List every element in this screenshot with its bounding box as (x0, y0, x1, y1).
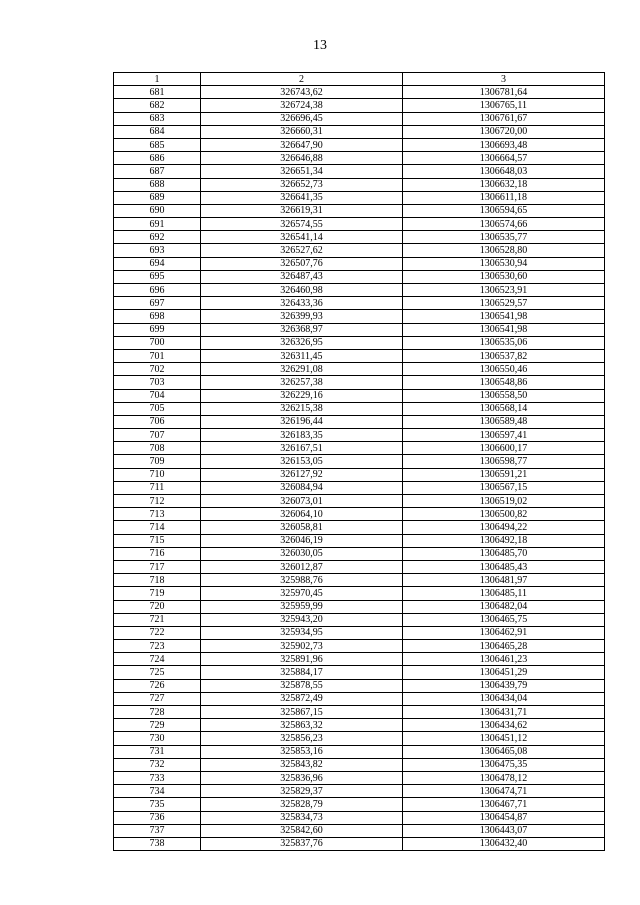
point-number-cell: 706 (114, 415, 201, 428)
x-coordinate-cell: 326507,76 (201, 257, 403, 270)
x-coordinate-cell: 326368,97 (201, 323, 403, 336)
x-coordinate-cell: 325863,32 (201, 719, 403, 732)
table-row (114, 495, 605, 508)
y-coordinate-cell: 1306529,57 (403, 297, 605, 310)
y-coordinate-cell: 1306481,97 (403, 574, 605, 587)
table-row (114, 560, 605, 573)
table-row (114, 442, 605, 455)
x-coordinate-cell: 326743,62 (201, 86, 403, 99)
point-number-cell: 721 (114, 613, 201, 626)
x-coordinate-cell: 325853,16 (201, 745, 403, 758)
x-coordinate-cell: 325836,96 (201, 771, 403, 784)
y-coordinate-cell: 1306492,18 (403, 534, 605, 547)
point-number-cell: 717 (114, 560, 201, 573)
point-number-cell: 703 (114, 376, 201, 389)
table-row (114, 270, 605, 283)
y-coordinate-cell: 1306485,43 (403, 560, 605, 573)
table-row (114, 152, 605, 165)
table-row (114, 125, 605, 138)
table-row (114, 138, 605, 151)
x-coordinate-cell: 326257,38 (201, 376, 403, 389)
x-coordinate-cell: 326433,36 (201, 297, 403, 310)
coordinates-table (113, 72, 605, 851)
y-coordinate-cell: 1306761,67 (403, 112, 605, 125)
table-row (114, 455, 605, 468)
y-coordinate-cell: 1306648,03 (403, 165, 605, 178)
table-row (114, 429, 605, 442)
x-coordinate-cell: 326153,05 (201, 455, 403, 468)
y-coordinate-cell: 1306567,15 (403, 481, 605, 494)
point-number-cell: 693 (114, 244, 201, 257)
y-coordinate-cell: 1306454,87 (403, 811, 605, 824)
point-number-cell: 697 (114, 297, 201, 310)
column-header-1: 1 (114, 73, 201, 86)
y-coordinate-cell: 1306461,23 (403, 653, 605, 666)
y-coordinate-cell: 1306598,77 (403, 455, 605, 468)
table-row (114, 244, 605, 257)
point-number-cell: 716 (114, 547, 201, 560)
y-coordinate-cell: 1306478,12 (403, 771, 605, 784)
x-coordinate-cell: 326724,38 (201, 99, 403, 112)
x-coordinate-cell: 326696,45 (201, 112, 403, 125)
point-number-cell: 711 (114, 481, 201, 494)
point-number-cell: 726 (114, 679, 201, 692)
point-number-cell: 729 (114, 719, 201, 732)
x-coordinate-cell: 325988,76 (201, 574, 403, 587)
y-coordinate-cell: 1306558,50 (403, 389, 605, 402)
table-row (114, 363, 605, 376)
x-coordinate-cell: 325884,17 (201, 666, 403, 679)
y-coordinate-cell: 1306597,41 (403, 429, 605, 442)
point-number-cell: 681 (114, 86, 201, 99)
point-number-cell: 688 (114, 178, 201, 191)
y-coordinate-cell: 1306434,62 (403, 719, 605, 732)
point-number-cell: 719 (114, 587, 201, 600)
table-row (114, 679, 605, 692)
x-coordinate-cell: 326527,62 (201, 244, 403, 257)
table-row (114, 732, 605, 745)
y-coordinate-cell: 1306550,46 (403, 363, 605, 376)
x-coordinate-cell: 325934,95 (201, 626, 403, 639)
x-coordinate-cell: 326058,81 (201, 521, 403, 534)
x-coordinate-cell: 325902,73 (201, 640, 403, 653)
y-coordinate-cell: 1306528,80 (403, 244, 605, 257)
point-number-cell: 698 (114, 310, 201, 323)
y-coordinate-cell: 1306494,22 (403, 521, 605, 534)
x-coordinate-cell: 325872,49 (201, 692, 403, 705)
x-coordinate-cell: 325828,79 (201, 798, 403, 811)
x-coordinate-cell: 326167,51 (201, 442, 403, 455)
y-coordinate-cell: 1306693,48 (403, 138, 605, 151)
table-row (114, 323, 605, 336)
y-coordinate-cell: 1306500,82 (403, 508, 605, 521)
x-coordinate-cell: 326196,44 (201, 415, 403, 428)
y-coordinate-cell: 1306600,17 (403, 442, 605, 455)
point-number-cell: 714 (114, 521, 201, 534)
point-number-cell: 691 (114, 218, 201, 231)
point-number-cell: 695 (114, 270, 201, 283)
y-coordinate-cell: 1306664,57 (403, 152, 605, 165)
x-coordinate-cell: 326311,45 (201, 349, 403, 362)
table-row (114, 745, 605, 758)
table-row (114, 758, 605, 771)
x-coordinate-cell: 325834,73 (201, 811, 403, 824)
table-row (114, 218, 605, 231)
table-row (114, 811, 605, 824)
x-coordinate-cell: 326652,73 (201, 178, 403, 191)
point-number-cell: 732 (114, 758, 201, 771)
x-coordinate-cell: 326641,35 (201, 191, 403, 204)
x-coordinate-cell: 326215,38 (201, 402, 403, 415)
table-row (114, 626, 605, 639)
table-row (114, 666, 605, 679)
y-coordinate-cell: 1306434,04 (403, 692, 605, 705)
x-coordinate-cell: 326487,43 (201, 270, 403, 283)
table-row (114, 112, 605, 125)
point-number-cell: 708 (114, 442, 201, 455)
point-number-cell: 727 (114, 692, 201, 705)
point-number-cell: 709 (114, 455, 201, 468)
point-number-cell: 684 (114, 125, 201, 138)
point-number-cell: 733 (114, 771, 201, 784)
point-number-cell: 723 (114, 640, 201, 653)
y-coordinate-cell: 1306485,70 (403, 547, 605, 560)
point-number-cell: 713 (114, 508, 201, 521)
point-number-cell: 738 (114, 837, 201, 850)
table-body (114, 86, 605, 851)
y-coordinate-cell: 1306432,40 (403, 837, 605, 850)
y-coordinate-cell: 1306535,77 (403, 231, 605, 244)
point-number-cell: 712 (114, 495, 201, 508)
point-number-cell: 701 (114, 349, 201, 362)
point-number-cell: 736 (114, 811, 201, 824)
table-row (114, 706, 605, 719)
x-coordinate-cell: 326647,90 (201, 138, 403, 151)
y-coordinate-cell: 1306632,18 (403, 178, 605, 191)
x-coordinate-cell: 326084,94 (201, 481, 403, 494)
y-coordinate-cell: 1306530,60 (403, 270, 605, 283)
point-number-cell: 722 (114, 626, 201, 639)
y-coordinate-cell: 1306591,21 (403, 468, 605, 481)
x-coordinate-cell: 326229,16 (201, 389, 403, 402)
x-coordinate-cell: 326574,55 (201, 218, 403, 231)
point-number-cell: 720 (114, 600, 201, 613)
table-row (114, 284, 605, 297)
table-row (114, 415, 605, 428)
x-coordinate-cell: 325891,96 (201, 653, 403, 666)
y-coordinate-cell: 1306781,64 (403, 86, 605, 99)
x-coordinate-cell: 326183,35 (201, 429, 403, 442)
table-row (114, 613, 605, 626)
x-coordinate-cell: 325867,15 (201, 706, 403, 719)
x-coordinate-cell: 325856,23 (201, 732, 403, 745)
point-number-cell: 699 (114, 323, 201, 336)
x-coordinate-cell: 326460,98 (201, 284, 403, 297)
table-row (114, 574, 605, 587)
y-coordinate-cell: 1306462,91 (403, 626, 605, 639)
point-number-cell: 685 (114, 138, 201, 151)
table-row (114, 376, 605, 389)
x-coordinate-cell: 325843,82 (201, 758, 403, 771)
x-coordinate-cell: 326619,31 (201, 204, 403, 217)
table-row (114, 86, 605, 99)
y-coordinate-cell: 1306541,98 (403, 323, 605, 336)
table-row (114, 837, 605, 850)
point-number-cell: 700 (114, 336, 201, 349)
point-number-cell: 737 (114, 824, 201, 837)
table-header-row (114, 73, 605, 86)
y-coordinate-cell: 1306535,06 (403, 336, 605, 349)
table-row (114, 99, 605, 112)
y-coordinate-cell: 1306439,79 (403, 679, 605, 692)
x-coordinate-cell: 325837,76 (201, 837, 403, 850)
x-coordinate-cell: 326646,88 (201, 152, 403, 165)
table-row (114, 349, 605, 362)
point-number-cell: 715 (114, 534, 201, 547)
table-row (114, 204, 605, 217)
point-number-cell: 689 (114, 191, 201, 204)
table-row (114, 191, 605, 204)
y-coordinate-cell: 1306548,86 (403, 376, 605, 389)
table-row (114, 231, 605, 244)
point-number-cell: 710 (114, 468, 201, 481)
table-row (114, 402, 605, 415)
x-coordinate-cell: 326399,93 (201, 310, 403, 323)
table-row (114, 257, 605, 270)
point-number-cell: 686 (114, 152, 201, 165)
table-row (114, 771, 605, 784)
y-coordinate-cell: 1306465,75 (403, 613, 605, 626)
y-coordinate-cell: 1306568,14 (403, 402, 605, 415)
table-row (114, 653, 605, 666)
table-row (114, 165, 605, 178)
y-coordinate-cell: 1306541,98 (403, 310, 605, 323)
table-row (114, 798, 605, 811)
x-coordinate-cell: 326291,08 (201, 363, 403, 376)
y-coordinate-cell: 1306720,00 (403, 125, 605, 138)
point-number-cell: 707 (114, 429, 201, 442)
y-coordinate-cell: 1306443,07 (403, 824, 605, 837)
x-coordinate-cell: 326326,95 (201, 336, 403, 349)
x-coordinate-cell: 326064,10 (201, 508, 403, 521)
table-row (114, 547, 605, 560)
x-coordinate-cell: 326030,05 (201, 547, 403, 560)
column-header-3: 3 (403, 73, 605, 86)
table-row (114, 468, 605, 481)
y-coordinate-cell: 1306451,29 (403, 666, 605, 679)
y-coordinate-cell: 1306465,08 (403, 745, 605, 758)
x-coordinate-cell: 326541,14 (201, 231, 403, 244)
y-coordinate-cell: 1306611,18 (403, 191, 605, 204)
point-number-cell: 692 (114, 231, 201, 244)
point-number-cell: 705 (114, 402, 201, 415)
table-row (114, 336, 605, 349)
x-coordinate-cell: 326651,34 (201, 165, 403, 178)
point-number-cell: 690 (114, 204, 201, 217)
x-coordinate-cell: 325970,45 (201, 587, 403, 600)
y-coordinate-cell: 1306475,35 (403, 758, 605, 771)
y-coordinate-cell: 1306485,11 (403, 587, 605, 600)
y-coordinate-cell: 1306574,66 (403, 218, 605, 231)
table-row (114, 824, 605, 837)
table-row (114, 310, 605, 323)
point-number-cell: 728 (114, 706, 201, 719)
x-coordinate-cell: 326660,31 (201, 125, 403, 138)
x-coordinate-cell: 326127,92 (201, 468, 403, 481)
table-row (114, 534, 605, 547)
y-coordinate-cell: 1306519,02 (403, 495, 605, 508)
y-coordinate-cell: 1306451,12 (403, 732, 605, 745)
table-row (114, 692, 605, 705)
column-header-2: 2 (201, 73, 403, 86)
x-coordinate-cell: 325842,60 (201, 824, 403, 837)
y-coordinate-cell: 1306474,71 (403, 785, 605, 798)
x-coordinate-cell: 325959,99 (201, 600, 403, 613)
point-number-cell: 724 (114, 653, 201, 666)
point-number-cell: 730 (114, 732, 201, 745)
page-number: 13 (313, 38, 327, 53)
x-coordinate-cell: 326073,01 (201, 495, 403, 508)
point-number-cell: 687 (114, 165, 201, 178)
table-row (114, 178, 605, 191)
point-number-cell: 682 (114, 99, 201, 112)
y-coordinate-cell: 1306482,04 (403, 600, 605, 613)
table-row (114, 481, 605, 494)
point-number-cell: 725 (114, 666, 201, 679)
x-coordinate-cell: 325878,55 (201, 679, 403, 692)
table-row (114, 297, 605, 310)
table-row (114, 785, 605, 798)
point-number-cell: 702 (114, 363, 201, 376)
point-number-cell: 718 (114, 574, 201, 587)
y-coordinate-cell: 1306523,91 (403, 284, 605, 297)
table-row (114, 600, 605, 613)
point-number-cell: 731 (114, 745, 201, 758)
y-coordinate-cell: 1306589,48 (403, 415, 605, 428)
x-coordinate-cell: 325943,20 (201, 613, 403, 626)
table-row (114, 587, 605, 600)
x-coordinate-cell: 326012,87 (201, 560, 403, 573)
y-coordinate-cell: 1306431,71 (403, 706, 605, 719)
x-coordinate-cell: 325829,37 (201, 785, 403, 798)
y-coordinate-cell: 1306765,11 (403, 99, 605, 112)
table-row (114, 719, 605, 732)
table-row (114, 389, 605, 402)
x-coordinate-cell: 326046,19 (201, 534, 403, 547)
point-number-cell: 694 (114, 257, 201, 270)
y-coordinate-cell: 1306465,28 (403, 640, 605, 653)
table-row (114, 521, 605, 534)
y-coordinate-cell: 1306537,82 (403, 349, 605, 362)
point-number-cell: 704 (114, 389, 201, 402)
y-coordinate-cell: 1306530,94 (403, 257, 605, 270)
point-number-cell: 734 (114, 785, 201, 798)
y-coordinate-cell: 1306594,65 (403, 204, 605, 217)
point-number-cell: 683 (114, 112, 201, 125)
table-row (114, 640, 605, 653)
y-coordinate-cell: 1306467,71 (403, 798, 605, 811)
table-row (114, 508, 605, 521)
point-number-cell: 735 (114, 798, 201, 811)
point-number-cell: 696 (114, 284, 201, 297)
